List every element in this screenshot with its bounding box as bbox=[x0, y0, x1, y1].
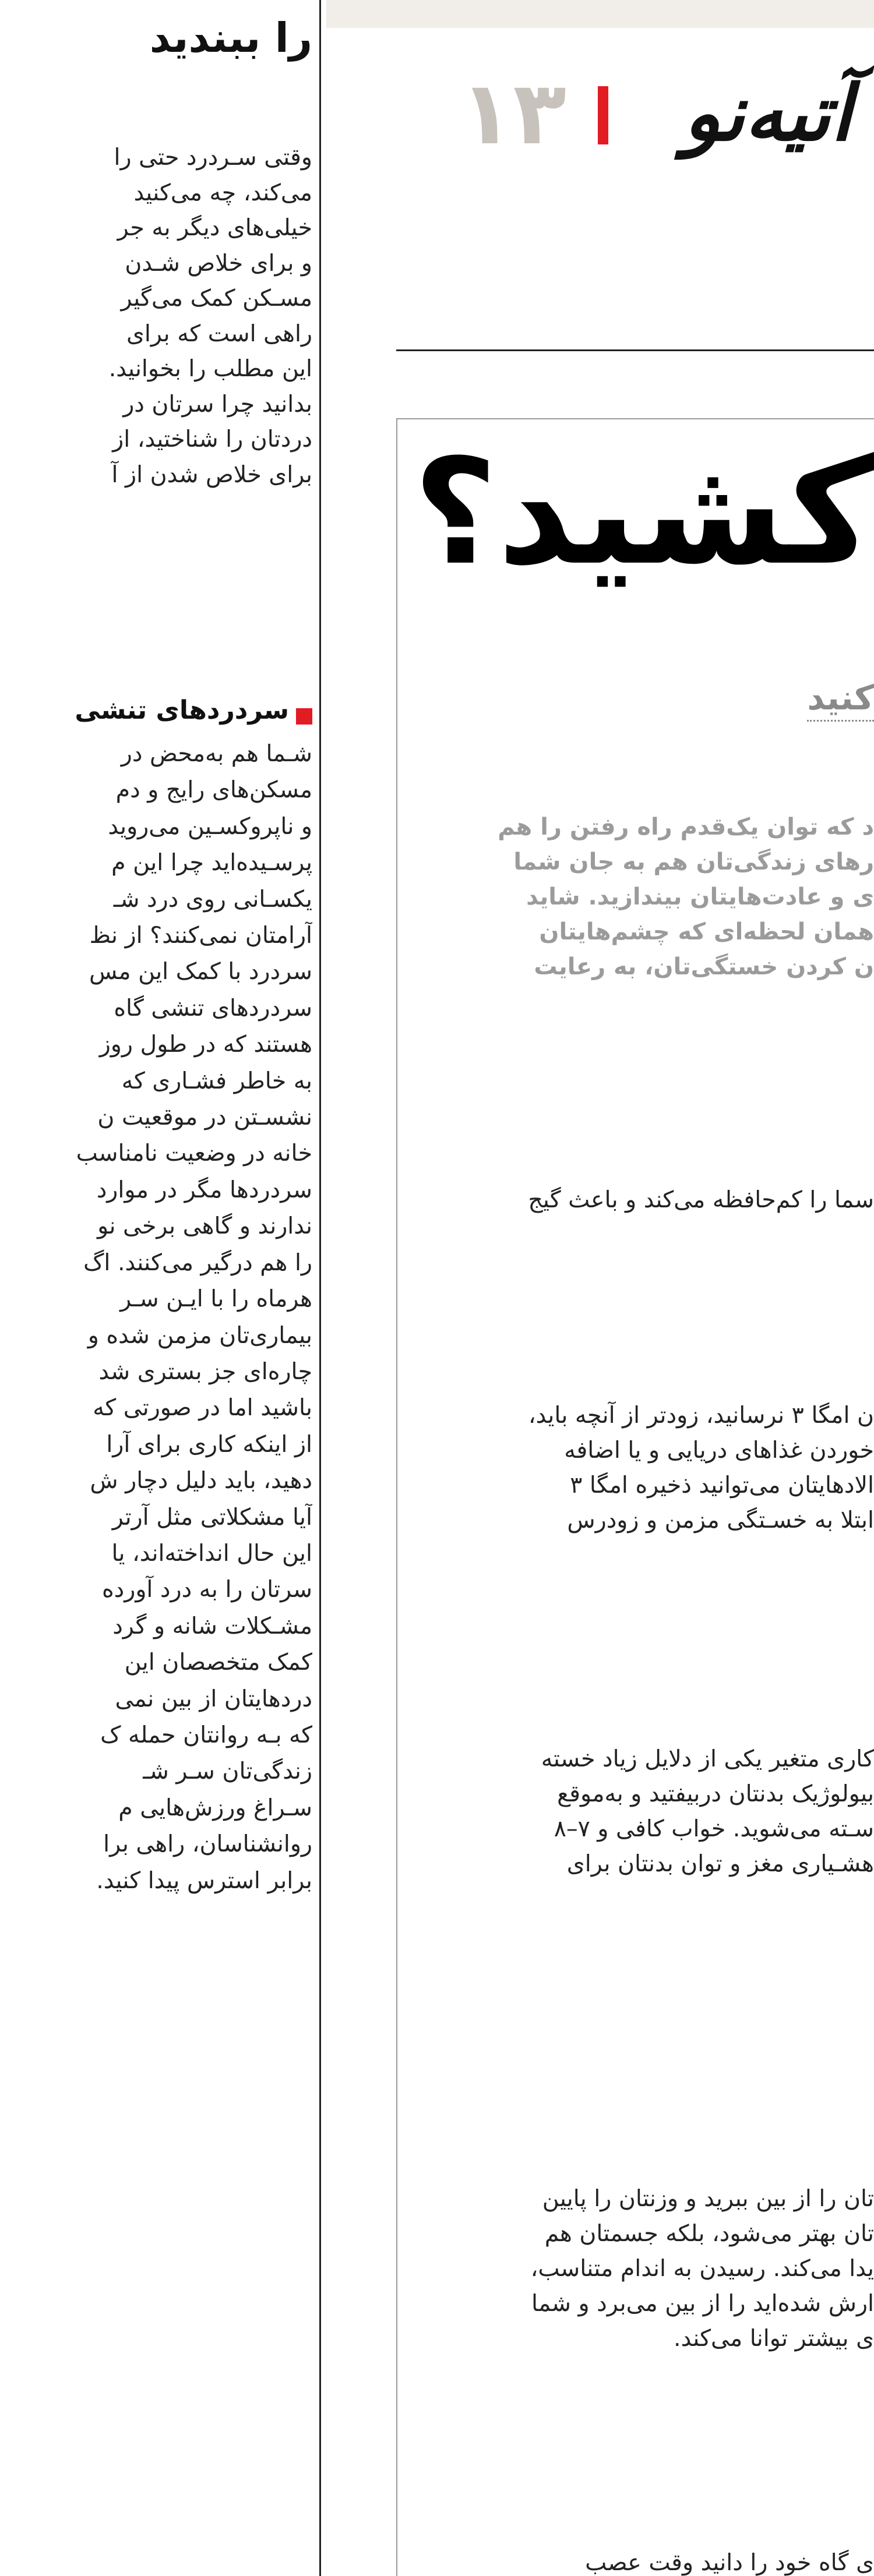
text-line: چاره‌ای جز بستری شد bbox=[98, 1358, 312, 1385]
text-line: خوردن غذاهای دریایی و یا اضافه bbox=[564, 1437, 874, 1464]
text-line: الادهایتان می‌توانید ذخیره امگا ۳ bbox=[570, 1472, 874, 1499]
left-column bbox=[0, 0, 312, 2576]
text-line: هرماه را با ایـن سـر bbox=[120, 1285, 312, 1313]
subhead-text: سردردهای تنشی bbox=[75, 695, 289, 725]
text-line: نشسـتن در موقعیت ن bbox=[97, 1104, 312, 1131]
tip-paragraph-2 bbox=[326, 1398, 874, 1538]
text-line: تان را از بین ببرید و وزنتان را پایین bbox=[542, 2185, 874, 2212]
text-line: به خاطر فشـاری که bbox=[121, 1067, 312, 1094]
text-line: ن امگا ۳ نرسانید، زودتر از آنچه باید، bbox=[528, 1402, 874, 1429]
right-column bbox=[326, 0, 874, 2576]
text-line: این حال انداخته‌اند، یا bbox=[111, 1539, 312, 1567]
intro-line: رهای زندگی‌تان هم به جان شما bbox=[513, 849, 874, 875]
text-line: خیلی‌های دیگر به جر bbox=[117, 214, 312, 241]
text-line: هشـیاری مغز و توان بدنتان برای bbox=[566, 1850, 874, 1877]
intro-line: د که توان یک‌قدم راه رفتن را هم bbox=[498, 814, 874, 840]
text-line: پرسـیده‌اید چرا این م bbox=[111, 849, 312, 877]
text-line: هستند که در طول روز bbox=[99, 1031, 312, 1058]
article-intro bbox=[326, 810, 874, 984]
text-line: دردتان را شناختید، از bbox=[112, 426, 312, 453]
text-line: سـته می‌شوید. خواب کافی و ۷–۸ bbox=[554, 1815, 874, 1842]
text-line: کمک متخصصان این bbox=[124, 1649, 312, 1676]
text-line: ابتلا به خسـتگی مزمن و زودرس bbox=[567, 1507, 874, 1533]
text-line: این مطلب را بخوانید. bbox=[108, 355, 312, 382]
text-line: مشـکلات شانه و گرد bbox=[112, 1612, 312, 1639]
text-line: آیا مشکلاتی مثل آرتر bbox=[112, 1503, 312, 1531]
text-line: کاری متغیر یکی از دلایل زیاد خسته bbox=[541, 1745, 874, 1772]
intro-line: ن کردن خستگی‌تان، به رعایت bbox=[534, 953, 874, 980]
text-line: برای خلاص شدن از آ bbox=[111, 461, 312, 488]
text-line: مسـکن کمک می‌گیر bbox=[121, 285, 312, 312]
intro-line: همان لحظه‌ای که چشم‌هایتان bbox=[539, 918, 874, 945]
text-line: سردردهای تنشی گاه bbox=[114, 994, 312, 1022]
text-line: سردرد با کمک این مس bbox=[89, 958, 312, 985]
section-subhead bbox=[0, 693, 312, 728]
text-line: و ناپروکسـین می‌روید bbox=[108, 812, 312, 840]
text-line: یدا می‌کند. رسیدن به اندام متناسب، bbox=[530, 2255, 874, 2282]
red-square-bullet-icon bbox=[296, 708, 312, 725]
previous-article-title: را ببندید bbox=[149, 14, 312, 62]
text-line: که بـه روانتان حمله ک bbox=[100, 1721, 312, 1748]
text-line: و برای خلاص شـدن bbox=[125, 249, 312, 277]
text-line: دردهایتان از بین نمی bbox=[115, 1685, 312, 1712]
masthead bbox=[350, 63, 874, 164]
text-line: مسکن‌های رایج و دم bbox=[115, 776, 312, 804]
article-subtitle bbox=[326, 674, 874, 721]
text-line: بیولوژیک بدنتان دربیفتید و به‌موقع bbox=[557, 1780, 874, 1807]
text-line: باشید اما در صورتی که bbox=[93, 1394, 312, 1422]
left-paragraph-1 bbox=[0, 140, 312, 492]
red-divider-bar bbox=[598, 86, 608, 144]
text-line: ندارند و گاهی برخی نو bbox=[97, 1213, 312, 1240]
text-line: راهی است که برای bbox=[126, 320, 312, 347]
subtitle-text: کنید bbox=[807, 678, 874, 722]
page-number: ۱۳ bbox=[459, 63, 566, 164]
text-line: شـما هم به‌محض در bbox=[121, 740, 312, 767]
text-line: بدانید چرا سرتان در bbox=[123, 390, 312, 418]
tip-paragraph-3 bbox=[326, 1741, 874, 1881]
text-line: آرامتان نمی‌کنند؟ از نظ bbox=[89, 922, 312, 949]
text-line: برابر استرس پیدا کنید. bbox=[96, 1867, 312, 1894]
text-line: دهید، باید دلیل دچار ش bbox=[90, 1467, 312, 1494]
text-line: یکسـانی روی درد شـ bbox=[113, 885, 312, 913]
text-line: سما را کم‌حافظه می‌کند و باعث گیج bbox=[528, 1186, 874, 1213]
tip-paragraph-5 bbox=[326, 2545, 874, 2576]
text-line: بیماری‌تان مزمن شده و bbox=[87, 1321, 312, 1349]
text-line: ی بیشتر توانا می‌کند. bbox=[674, 2325, 874, 2352]
text-line: سردردها مگر در موارد bbox=[96, 1176, 312, 1203]
text-line: ارش شده‌اید را از بین می‌برد و شما bbox=[531, 2290, 874, 2317]
column-divider bbox=[319, 0, 321, 2576]
text-line: روانشناسان، راهی برا bbox=[103, 1831, 312, 1858]
text-line: از اینکه کاری برای آرا bbox=[106, 1430, 312, 1458]
text-line: تان بهتر می‌شود، بلکه جسمتان هم bbox=[544, 2220, 874, 2247]
text-line: سـراغ ورزش‌هایی م bbox=[118, 1794, 312, 1821]
text-line: زندگی‌تان سـر شـ bbox=[143, 1758, 312, 1785]
header-rule bbox=[396, 349, 874, 351]
tip-paragraph-4 bbox=[326, 2181, 874, 2356]
text-line: را هم درگیر می‌کنند. اگ bbox=[83, 1249, 312, 1276]
text-line: خانه در وضعیت نامناسب bbox=[76, 1140, 312, 1167]
text-line: ی گاه خود را دانید وقت عصب bbox=[585, 2549, 874, 2576]
tip-paragraph-1 bbox=[326, 1182, 874, 1217]
brand-logo: آتیه‌نو bbox=[683, 68, 852, 158]
text-line: می‌کند، چه می‌کنید bbox=[133, 179, 312, 206]
article-title: کشید؟ bbox=[413, 427, 874, 597]
left-paragraph-2 bbox=[0, 736, 312, 1899]
intro-line: ی و عادت‌هایتان بیندازید. شاید bbox=[526, 884, 874, 910]
text-line: وقتی سـردرد حتی را bbox=[114, 144, 312, 171]
text-line: سرتان را به درد آورده bbox=[101, 1576, 312, 1603]
top-strip bbox=[326, 0, 874, 28]
